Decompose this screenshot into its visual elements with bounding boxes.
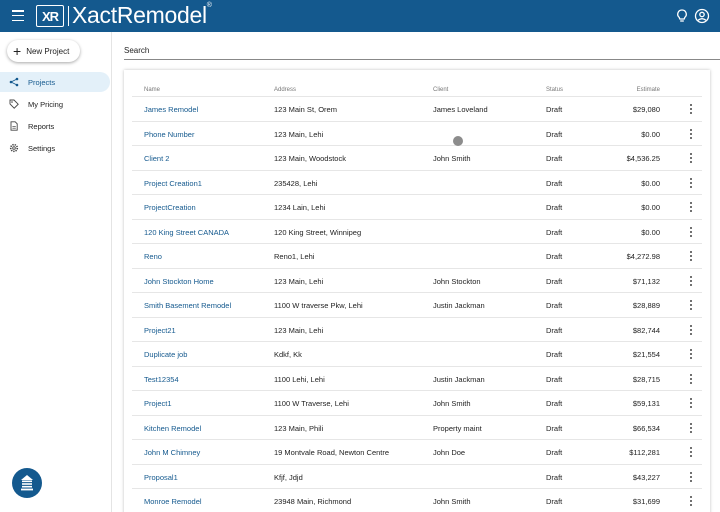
table-row[interactable] [132,170,702,195]
table-row[interactable] [132,292,702,317]
project-estimate: $0.00 [641,129,660,139]
table-row[interactable] [132,341,702,366]
project-address: 123 Main, Phili [274,423,324,433]
project-estimate: $28,715 [632,374,660,384]
project-address: Kfjf, Jdjd [274,472,303,482]
project-status: Draft [546,252,563,261]
more-options-icon[interactable] [688,227,694,239]
table-row[interactable] [132,145,702,170]
project-estimate: $0.00 [641,203,660,212]
project-name[interactable]: Duplicate job [144,350,188,359]
table-row[interactable] [132,317,702,342]
sidebar-item-projects[interactable] [0,72,110,92]
project-name[interactable]: John M Chimney [144,448,201,457]
table-row[interactable] [132,390,702,415]
table-row[interactable] [132,439,702,464]
more-options-icon[interactable] [688,423,694,435]
new-project-button[interactable] [7,40,80,62]
project-status: Draft [546,374,563,384]
project-status: Draft [546,399,563,408]
project-client: John Smith [433,497,471,506]
project-name[interactable]: John Stockton Home [144,276,214,286]
project-status: Draft [546,129,563,139]
project-estimate: $4,536.25 [626,154,660,163]
logo-mark: XR [36,5,64,27]
more-options-icon[interactable] [688,325,694,337]
mouse-cursor [453,136,463,146]
project-name[interactable]: Kitchen Remodel [144,423,202,433]
project-name[interactable]: Client 2 [144,154,170,163]
project-estimate: $43,227 [632,472,660,482]
document-icon [9,121,19,131]
project-status: Draft [546,497,563,506]
project-estimate: $0.00 [641,227,660,237]
project-status: Draft [546,472,563,482]
project-name[interactable]: James Remodel [144,105,199,114]
table-row[interactable] [132,96,702,121]
new-project-label: New Project [26,46,70,56]
project-estimate: $59,131 [632,399,660,408]
project-address: 1100 W Traverse, Lehi [274,399,349,408]
project-name[interactable]: Project Creation1 [144,178,202,188]
top-app-bar [0,0,720,32]
project-name[interactable]: Smith Basement Remodel [144,301,232,310]
project-name[interactable]: ProjectCreation [144,203,196,212]
menu-icon[interactable] [12,10,24,22]
sidebar-item-label: Settings [28,143,56,153]
project-status: Draft [546,105,563,114]
project-estimate: $28,889 [632,301,660,310]
app-logo-text[interactable] [72,2,212,29]
projects-table [124,70,710,512]
project-client: Justin Jackman [433,301,485,310]
sidebar-item-label: Reports [28,121,55,131]
project-address: 123 Main, Lehi [274,276,324,286]
project-name[interactable]: Project1 [144,399,172,408]
project-address: 235428, Lehi [274,178,318,188]
project-status: Draft [546,448,563,457]
project-name[interactable]: Phone Number [144,129,195,139]
logo-text: XactRemodel [72,2,207,28]
project-estimate: $71,132 [632,276,660,286]
project-client: James Loveland [433,105,488,114]
column-header-name[interactable]: Name [144,87,161,93]
project-address: 123 Main, Lehi [274,325,324,335]
sidebar-item-label: Projects [28,77,56,87]
project-estimate: $0.00 [641,178,660,188]
help-badge-icon[interactable] [12,468,42,498]
project-client: Justin Jackman [433,374,485,384]
account-icon[interactable] [694,8,710,24]
project-address: 1100 W traverse Pkw, Lehi [274,301,363,310]
project-address: 123 Main St, Orem [274,105,337,114]
project-status: Draft [546,227,563,237]
project-address: 1100 Lehi, Lehi [274,374,325,384]
sidebar-item-my-pricing[interactable] [0,94,110,114]
more-options-icon[interactable] [688,202,694,214]
table-row[interactable] [132,464,702,489]
trademark-symbol: ® [206,2,212,9]
more-options-icon[interactable] [688,153,694,165]
project-status: Draft [546,203,563,212]
project-address: Reno1, Lehi [274,252,315,261]
more-options-icon[interactable] [688,104,694,116]
main-content [112,32,720,512]
more-options-icon[interactable] [688,374,694,386]
sidebar-item-label: My Pricing [28,99,64,109]
table-row[interactable] [132,121,702,146]
more-options-icon[interactable] [688,178,694,190]
column-header-status[interactable]: Status [546,87,564,93]
project-estimate: $66,534 [632,423,660,433]
house-badge-icon [12,468,42,498]
project-address: 120 King Street, Winnipeg [274,227,362,237]
table-row[interactable] [132,488,702,512]
project-address: 23948 Main, Richmond [274,497,352,506]
project-address: Kdkf, Kk [274,350,302,359]
more-options-icon[interactable] [688,129,694,141]
search-input[interactable]: Search [124,46,150,55]
lightbulb-icon[interactable] [674,8,690,24]
project-address: 123 Main, Lehi [274,129,324,139]
project-status: Draft [546,154,563,163]
more-options-icon[interactable] [688,251,694,263]
project-name[interactable]: Reno [144,252,162,261]
more-options-icon[interactable] [688,496,694,508]
project-status: Draft [546,178,563,188]
project-estimate: $21,554 [632,350,660,359]
plus-icon: + [13,43,22,59]
logo-divider [68,6,69,26]
gear-icon [9,143,19,153]
project-estimate: $31,699 [632,497,660,506]
project-estimate: $29,080 [632,105,660,114]
table-row[interactable] [132,194,702,219]
project-name[interactable]: 120 King Street CANADA [144,227,230,237]
project-client: John Smith [433,399,471,408]
project-name[interactable]: Proposal1 [144,472,178,482]
project-estimate: $82,744 [632,325,660,335]
sidebar-item-settings[interactable] [0,138,110,158]
project-name[interactable]: Project21 [144,325,176,335]
table-row[interactable] [132,243,702,268]
project-status: Draft [546,423,563,433]
sidebar-item-reports[interactable] [0,116,110,136]
project-status: Draft [546,325,563,335]
more-options-icon[interactable] [688,472,694,484]
tag-icon [9,99,19,109]
more-options-icon[interactable] [688,349,694,361]
project-name[interactable]: Monroe Remodel [144,497,202,506]
project-estimate: $112,281 [629,448,660,457]
sidebar [0,32,112,512]
project-client: John Doe [433,448,466,457]
search-underline [124,59,720,60]
project-estimate: $4,272.98 [626,252,660,261]
table-row[interactable] [132,268,702,293]
projects-icon [9,77,19,87]
project-address: 19 Montvale Road, Newton Centre [274,448,390,457]
more-options-icon[interactable] [688,398,694,410]
more-options-icon[interactable] [688,447,694,459]
table-row[interactable] [132,219,702,244]
table-row[interactable] [132,415,702,440]
column-header-address[interactable]: Address [274,87,297,93]
table-row[interactable] [132,366,702,391]
more-options-icon[interactable] [688,300,694,312]
project-address: 123 Main, Woodstock [274,154,346,163]
project-status: Draft [546,276,563,286]
project-client: John Stockton [433,276,481,286]
project-status: Draft [546,350,563,359]
column-header-estimate[interactable]: Estimate [636,87,660,93]
project-client: Property maint [433,423,482,433]
project-name[interactable]: Test12354 [144,374,179,384]
project-status: Draft [546,301,563,310]
project-client: John Smith [433,154,471,163]
more-options-icon[interactable] [688,276,694,288]
project-address: 1234 Lain, Lehi [274,203,326,212]
column-header-client[interactable]: Client [433,87,449,93]
